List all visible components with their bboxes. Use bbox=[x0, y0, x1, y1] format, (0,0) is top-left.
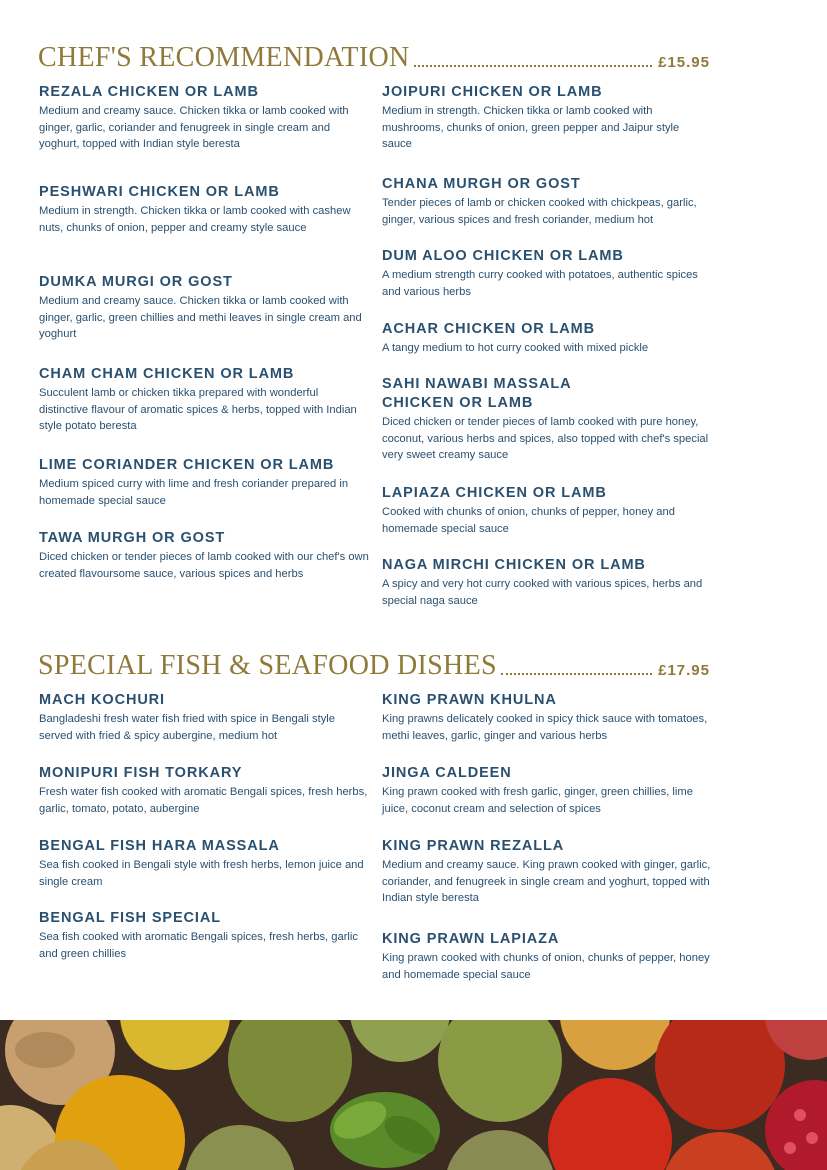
item-description: Diced chicken or tender pieces of lamb cooked with our chef's own created flavoursome sauce, various spices and herbs bbox=[39, 551, 369, 580]
item-description: King prawn cooked with chunks of onion, chunks of pepper, honey and homemade special sauce bbox=[382, 952, 710, 981]
item-name: DUM ALOO CHICKEN OR LAMB bbox=[382, 248, 624, 264]
item-description: Cooked with chunks of onion, chunks of pepper, honey and homemade special sauce bbox=[382, 506, 675, 535]
item-description: Bangladeshi fresh water fish fried with spice in Bengali style served with fried & spicy aubergine, medium hot bbox=[39, 713, 335, 742]
item-name: KING PRAWN KHULNA bbox=[382, 692, 557, 708]
item-description: Medium in strength. Chicken tikka or lamb cooked with mushrooms, chunks of onion, green pepper and Jaipur style sauce bbox=[382, 105, 680, 151]
menu-item bbox=[39, 456, 369, 509]
dot-leader bbox=[501, 672, 652, 675]
item-description: Tender pieces of lamb or chicken cooked with chickpeas, garlic, ginger, various spices and fresh coriander, medium hot bbox=[382, 197, 697, 226]
item-description: King prawns delicately cooked in spicy thick sauce with tomatoes, methi leaves, garlic, ginger and various herbs bbox=[382, 713, 708, 742]
item-name: BENGAL FISH HARA MASSALA bbox=[39, 838, 280, 854]
item-description: Sea fish cooked in Bengali style with fresh herbs, lemon juice and single cream bbox=[39, 859, 364, 888]
item-name: CHANA MURGH OR GOST bbox=[382, 176, 581, 192]
item-description: A medium strength curry cooked with potatoes, authentic spices and various herbs bbox=[382, 269, 698, 298]
item-name: TAWA MURGH OR GOST bbox=[39, 530, 226, 546]
item-name: KING PRAWN LAPIAZA bbox=[382, 931, 560, 947]
section-header-chefs-recommendation bbox=[38, 38, 710, 72]
item-description: Succulent lamb or chicken tikka prepared with wonderful distinctive flavour of aromatic spices & herbs, topped with Indian style potato beresta bbox=[39, 387, 357, 433]
item-name: MACH KOCHURI bbox=[39, 692, 165, 708]
menu-item bbox=[382, 175, 712, 228]
section-header-seafood bbox=[38, 646, 710, 680]
menu-item bbox=[382, 837, 712, 907]
section-title: SPECIAL FISH & SEAFOOD DISHES bbox=[38, 650, 497, 681]
item-description: Medium and creamy sauce. Chicken tikka or lamb cooked with ginger, garlic, coriander and fenugreek in single cream and yoghurt, topped with Indian style beresta bbox=[39, 105, 349, 151]
menu-item bbox=[39, 691, 369, 744]
item-name: MONIPURI FISH TORKARY bbox=[39, 765, 243, 781]
dot-leader bbox=[414, 64, 653, 67]
menu-item bbox=[39, 529, 369, 582]
item-name: NAGA MIRCHI CHICKEN OR LAMB bbox=[382, 557, 646, 573]
menu-item bbox=[382, 320, 712, 357]
item-description: A spicy and very hot curry cooked with various spices, herbs and special naga sauce bbox=[382, 578, 703, 607]
item-description: Medium in strength. Chicken tikka or lamb cooked with cashew nuts, chunks of onion, pepper and creamy style sauce bbox=[39, 205, 351, 234]
item-name: JINGA CALDEEN bbox=[382, 765, 512, 781]
menu-item bbox=[39, 909, 369, 962]
section-price: £15.95 bbox=[658, 54, 710, 71]
menu-item bbox=[382, 764, 712, 817]
menu-item bbox=[382, 556, 712, 609]
item-name: DUMKA MURGI OR GOST bbox=[39, 274, 233, 290]
menu-item bbox=[39, 764, 369, 817]
menu-item bbox=[382, 691, 712, 744]
item-name: PESHWARI CHICKEN OR LAMB bbox=[39, 184, 280, 200]
item-name: KING PRAWN REZALLA bbox=[382, 838, 565, 854]
item-name: BENGAL FISH SPECIAL bbox=[39, 910, 221, 926]
menu-item bbox=[382, 375, 712, 464]
spice-bowls-illustration bbox=[0, 1020, 827, 1170]
item-description: Medium and creamy sauce. King prawn cooked with ginger, garlic, coriander, and fenugreek in single cream and yoghurt, topped with Indian style beresta bbox=[382, 859, 711, 905]
menu-item bbox=[39, 183, 369, 236]
section-price: £17.95 bbox=[658, 662, 710, 679]
item-description: A tangy medium to hot curry cooked with mixed pickle bbox=[382, 342, 649, 354]
menu-item bbox=[39, 83, 369, 153]
item-description: Diced chicken or tender pieces of lamb cooked with pure honey, coconut, various herbs and spices, also topped with chef's special very sweet creamy sauce bbox=[382, 416, 709, 462]
item-description: Medium and creamy sauce. Chicken tikka or lamb cooked with ginger, garlic, green chillies and methi leaves in single cream and yoghurt bbox=[39, 295, 362, 341]
item-description: Fresh water fish cooked with aromatic Bengali spices, fresh herbs, garlic, tomato, potato, aubergine bbox=[39, 786, 368, 815]
item-description: Medium spiced curry with lime and fresh coriander prepared in homemade special sauce bbox=[39, 478, 349, 507]
item-description: Sea fish cooked with aromatic Bengali spices, fresh herbs, garlic and green chillies bbox=[39, 931, 358, 960]
menu-item bbox=[39, 837, 369, 890]
section-title: CHEF'S RECOMMENDATION bbox=[38, 42, 410, 73]
item-name: SAHI NAWABI MASSALA CHICKEN OR LAMB bbox=[382, 376, 571, 411]
menu-item bbox=[382, 484, 712, 537]
item-name: REZALA CHICKEN OR LAMB bbox=[39, 84, 259, 100]
menu-item bbox=[382, 83, 712, 153]
item-name: LIME CORIANDER CHICKEN OR LAMB bbox=[39, 457, 335, 473]
spice-bowls-photo bbox=[0, 1020, 827, 1170]
menu-item bbox=[39, 365, 369, 435]
menu-item bbox=[382, 247, 712, 300]
item-name: LAPIAZA CHICKEN OR LAMB bbox=[382, 485, 607, 501]
item-description: King prawn cooked with fresh garlic, ginger, green chillies, lime juice, coconut cream and selection of spices bbox=[382, 786, 693, 815]
menu-item bbox=[39, 273, 369, 343]
menu-item bbox=[382, 930, 712, 983]
item-name: CHAM CHAM CHICKEN OR LAMB bbox=[39, 366, 295, 382]
item-name: JOIPURI CHICKEN OR LAMB bbox=[382, 84, 603, 100]
item-name: ACHAR CHICKEN OR LAMB bbox=[382, 321, 596, 337]
